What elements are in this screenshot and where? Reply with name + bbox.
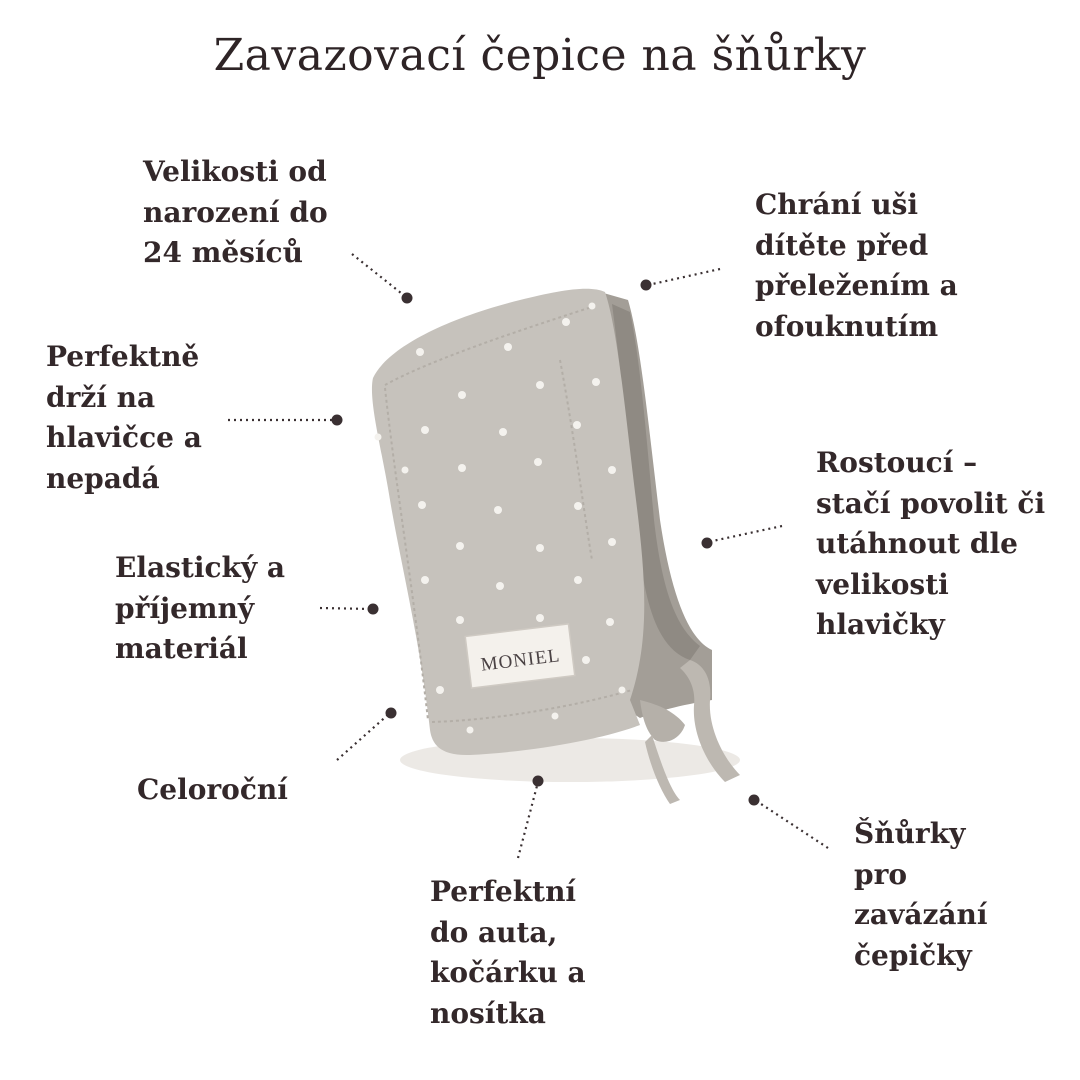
feature-material: Elastický a příjemný materiál (115, 551, 286, 665)
feature-season: Celoroční (137, 773, 288, 806)
feature-growing: Rostoucí – stačí povolit či utáhnout dle velikosti hlavičky (816, 446, 1046, 641)
feature-sizes: Velikosti od narození do 24 měsíců (143, 155, 328, 269)
feature-laces: Šňůrky pro zavázání čepičky (854, 817, 988, 972)
feature-car: Perfektní do auta, kočárku a nosítka (430, 875, 586, 1030)
page-title: Zavazovací čepice na šňůrky (213, 30, 867, 81)
feature-fit: Perfektně drží na hlavičce a nepadá (46, 340, 202, 495)
bonnet-body (372, 289, 644, 755)
feature-ears: Chrání uši dítěte před přeležením a ofouknutím (755, 188, 958, 343)
brand-label-text: MONIEL (479, 645, 562, 676)
